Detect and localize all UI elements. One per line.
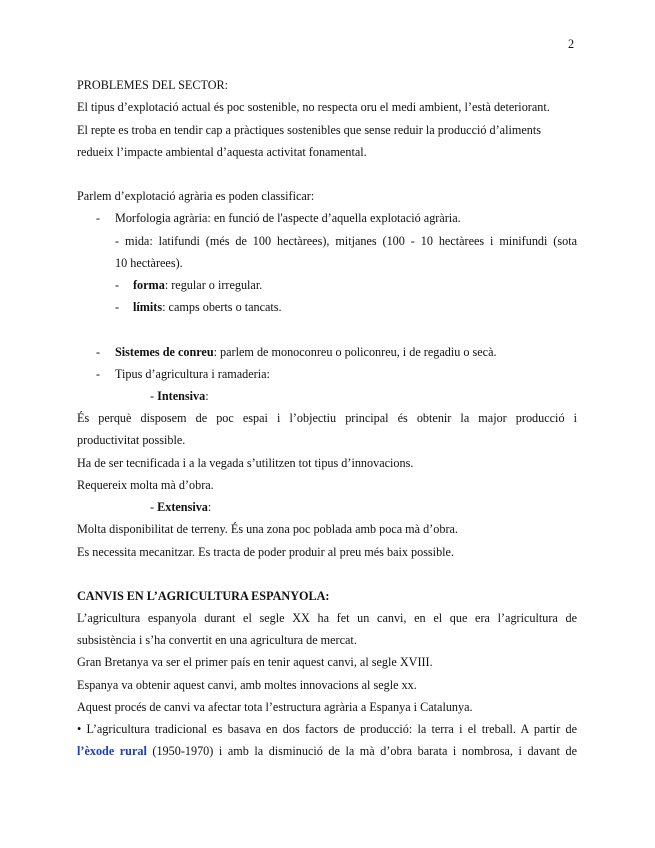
term-forma-desc: : regular o irregular. — [164, 278, 263, 292]
paragraph-line: Molta disponibilitat de terreny. És una zona poc poblada amb poca mà d’obra. — [77, 522, 458, 536]
list-bullet: - — [115, 300, 120, 314]
list-bullet: - — [96, 211, 101, 225]
paragraph-line: • L’agricultura tradicional es basava en dos factors de producció: la terra i el treball. A partir de — [77, 722, 577, 736]
list-item-sistemes — [115, 344, 497, 360]
term-sistemes-desc: : parlem de monoconreu o policonreu, i de regadiu o secà. — [213, 345, 497, 359]
list-item-mida-cont: 10 hectàrees). — [115, 256, 183, 270]
list-item-morfologia: Morfologia agrària: en funció de l'aspecte d’aquella explotació agrària. — [115, 211, 461, 225]
subheading-label: Intensiva — [157, 389, 206, 403]
list-item-forma — [133, 277, 262, 293]
paragraph-line — [77, 743, 577, 759]
list-bullet: - — [96, 367, 101, 381]
section-heading-problemes: PROBLEMES DEL SECTOR: — [77, 78, 229, 92]
list-item-limits — [133, 299, 282, 315]
subheading-intensiva — [150, 388, 209, 404]
paragraph-line: Ha de ser tecnificada i a la vegada s’utilitzen tot tipus d’innovacions. — [77, 456, 414, 470]
subheading-suffix: : — [207, 500, 212, 514]
paragraph-line-rest: (1950-1970) i amb la disminució de la mà d’obra barata i nombrosa, i davant de — [146, 744, 577, 758]
paragraph-line: Requereix molta mà d’obra. — [77, 478, 214, 492]
paragraph-line: L’agricultura espanyola durant el segle XX ha fet un canvi, en el que era l’agricultura de — [77, 611, 577, 625]
subheading-suffix: : — [205, 389, 209, 403]
paragraph-line: Espanya va obtenir aquest canvi, amb moltes innovacions al segle xx. — [77, 678, 417, 692]
section-heading-canvis: CANVIS EN L’AGRICULTURA ESPANYOLA: — [77, 589, 330, 603]
paragraph-line: Aquest procés de canvi va afectar tota l’estructura agrària a Espanya i Catalunya. — [77, 700, 473, 714]
term-sistemes: Sistemes de conreu — [115, 345, 214, 359]
paragraph-line: Es necessita mecanitzar. Es tracta de poder produir al preu més baix possible. — [77, 545, 455, 559]
link-exode-rural[interactable]: l’èxode rural — [77, 744, 147, 758]
page-number: 2 — [568, 37, 575, 51]
list-item-tipus: Tipus d’agricultura i ramaderia: — [115, 367, 270, 381]
paragraph-line: El tipus d’explotació actual és poc sostenible, no respecta oru el medi ambient, l’està deteriorant. — [77, 100, 550, 114]
term-limits: límits — [133, 300, 163, 314]
term-forma: forma — [133, 278, 165, 292]
list-bullet: - — [96, 345, 101, 359]
subheading-extensiva — [150, 499, 211, 515]
paragraph-line: El repte es troba en tendir cap a pràctiques sostenibles que sense reduir la producció d’aliments — [77, 123, 541, 137]
paragraph-line: Gran Bretanya va ser el primer país en tenir aquest canvi, al segle XVIII. — [77, 655, 433, 669]
subheading-prefix: - — [150, 500, 158, 514]
list-item-mida: - mida: latifundi (més de 100 hectàrees), mitjanes (100 - 10 hectàrees i minifundi (sota — [115, 234, 577, 248]
paragraph-line: És perquè disposem de poc espai i l’objectiu principal és obtenir la major producció i — [77, 411, 577, 425]
subheading-label: Extensiva — [157, 500, 208, 514]
subheading-prefix: - — [150, 389, 158, 403]
paragraph-line: productivitat possible. — [77, 433, 186, 447]
paragraph-line: Parlem d’explotació agrària es poden classificar: — [77, 189, 315, 203]
term-limits-desc: : camps oberts o tancats. — [162, 300, 282, 314]
paragraph-line: redueix l’impacte ambiental d’aquesta activitat fonamental. — [77, 145, 367, 159]
paragraph-line: subsistència i s’ha convertit en una agricultura de mercat. — [77, 633, 357, 647]
list-bullet: - — [115, 278, 120, 292]
